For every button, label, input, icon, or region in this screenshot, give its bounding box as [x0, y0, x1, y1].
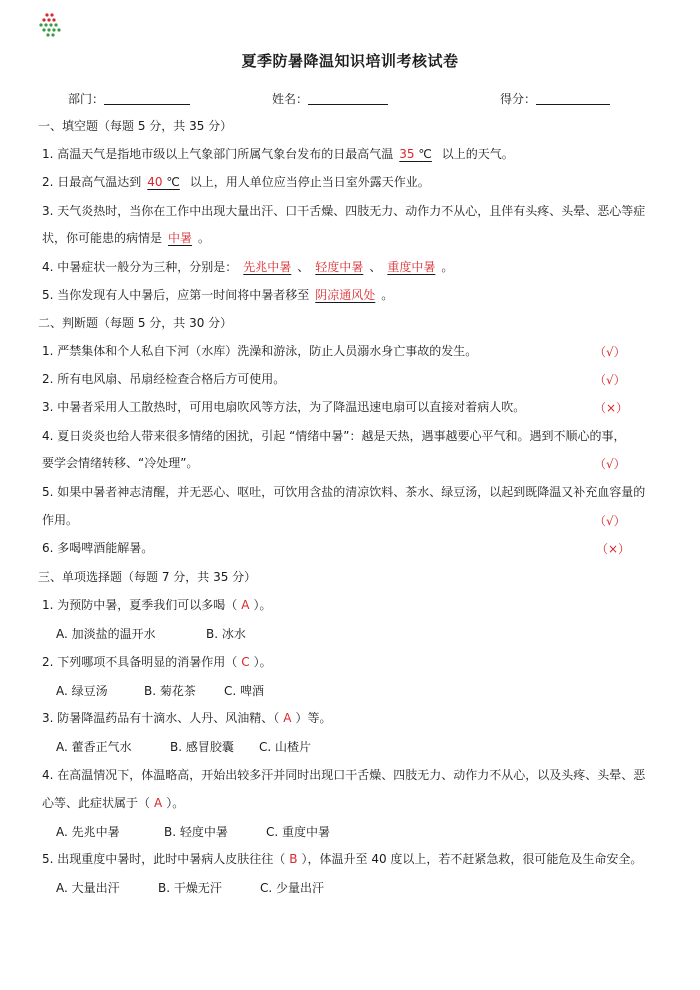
choice-question-2: 2. 下列哪项不具备明显的消暑作用（ C ）。 [42, 655, 272, 669]
judge-question-4-line-1: 4. 夏日炎炎也给人带来很多情绪的困扰，引起 “情绪中暑”：越是天热，遇事越要心平气和。遇到不顺心的事， [42, 429, 626, 443]
score-input-line[interactable] [536, 92, 610, 105]
fill-answer-4c: 重度中暑 [387, 260, 436, 274]
section-heading-judge: 二、判断题（每题 5 分，共 30 分） [38, 316, 233, 330]
fill-question-2: 2. 日最高气温达到 40 ℃ 以上，用人单位应当停止当日室外露天作业。 [42, 175, 430, 189]
choice-answer-5: B [289, 852, 298, 866]
fill-answer-4b: 轻度中暑 [315, 260, 364, 274]
judge-mark-4: （√） [594, 457, 626, 471]
score-field [500, 90, 610, 107]
fill-question-3-line-1: 3. 天气炎热时，当你在工作中出现大量出汗、口干舌燥、四肢无力、动作力不从心，且伴有头疼、头晕、恶心等症 [42, 204, 646, 218]
dept-field [68, 90, 190, 107]
fill-question-5: 5. 当你发现有人中暑后，应第一时间将中暑者移至 阴凉通风处 。 [42, 288, 394, 302]
judge-question-5-line-2: 作用。 [42, 513, 79, 527]
section-heading-fill: 一、填空题（每题 5 分，共 35 分） [38, 119, 233, 133]
name-field [272, 90, 388, 107]
fill-answer-5: 阴凉通风处 [315, 288, 376, 302]
option-c[interactable]: C. 少量出汗 [260, 881, 325, 895]
option-a[interactable]: A. 加淡盐的温开水 [56, 627, 156, 641]
choice-answer-2: C [241, 655, 250, 669]
name-input-line[interactable] [308, 92, 388, 105]
judge-mark-1: （√） [594, 345, 626, 359]
fill-answer-1: 35 [399, 147, 415, 161]
judge-question-5-line-1: 5. 如果中暑者神志清醒，并无恶心、呕吐，可饮用含盐的清凉饮料、茶水、绿豆汤，以起到既降温又补充血容量的 [42, 485, 646, 499]
choice-answer-4: A [154, 796, 163, 810]
option-c[interactable]: C. 重度中暑 [266, 825, 331, 839]
judge-question-1: 1. 严禁集体和个人私自下河（水库）洗澡和游泳，防止人员溺水身亡事故的发生。 [42, 344, 478, 358]
fill-question-1: 1. 高温天气是指地市级以上气象部门所属气象台发布的日最高气温 35 ℃ 以上的天气。 [42, 147, 514, 161]
judge-mark-6: （×） [596, 542, 631, 556]
choice-question-4-line-2: 心等、此症状属于（ A ）。 [42, 796, 185, 810]
judge-question-2: 2. 所有电风扇、吊扇经检查合格后方可使用。 [42, 372, 286, 386]
option-a[interactable]: A. 大量出汗 [56, 881, 120, 895]
name-label: 姓名： [272, 92, 309, 106]
option-a[interactable]: A. 绿豆汤 [56, 684, 108, 698]
section-heading-choice: 三、单项选择题（每题 7 分，共 35 分） [38, 570, 257, 584]
option-b[interactable]: B. 干燥无汗 [158, 881, 222, 895]
option-b[interactable]: B. 冰水 [206, 627, 246, 641]
judge-mark-5: （√） [594, 514, 626, 528]
page-title: 夏季防暑降温知识培训考核试卷 [241, 52, 459, 70]
judge-mark-2: （√） [594, 373, 626, 387]
dot-grid-logo [38, 12, 68, 38]
choice-question-1: 1. 为预防中暑，夏季我们可以多喝（ A ）。 [42, 598, 272, 612]
judge-question-4-line-2: 要学会情绪转移、“冷处理”。 [42, 456, 199, 470]
judge-question-3: 3. 中暑者采用人工散热时，可用电扇吹风等方法，为了降温迅速电扇可以直接对着病人吹。 [42, 400, 526, 414]
option-b[interactable]: B. 轻度中暑 [164, 825, 228, 839]
choice-answer-1: A [241, 598, 250, 612]
option-c[interactable]: C. 啤酒 [224, 684, 265, 698]
fill-answer-4a: 先兆中暑 [243, 260, 292, 274]
choice-question-5: 5. 出现重度中暑时，此时中暑病人皮肤往往（ B ），体温升至 40 度以上，若不赶紧急救，很可能危及生命安全。 [42, 852, 643, 866]
option-a[interactable]: A. 藿香正气水 [56, 740, 132, 754]
choice-question-3: 3. 防暑降温药品有十滴水、人丹、风油精、（ A ）等。 [42, 711, 332, 725]
dept-input-line[interactable] [104, 92, 190, 105]
score-label: 得分： [500, 92, 537, 106]
dept-label: 部门： [68, 92, 105, 106]
fill-question-3-line-2: 状，你可能患的病情是 中暑 。 [42, 231, 211, 245]
fill-question-4: 4. 中暑症状一般分为三种，分别是： 先兆中暑 、 轻度中暑 、 重度中暑 。 [42, 260, 454, 274]
judge-mark-3: （×） [594, 401, 629, 415]
judge-question-6: 6. 多喝啤酒能解暑。 [42, 541, 154, 555]
choice-answer-3: A [283, 711, 292, 725]
option-a[interactable]: A. 先兆中暑 [56, 825, 120, 839]
choice-question-4-line-1: 4. 在高温情况下，体温略高，开始出较多汗并同时出现口干舌燥、四肢无力、动作力不从心，以及头疼、头晕、恶 [42, 768, 646, 782]
fill-answer-3: 中暑 [168, 231, 193, 245]
fill-answer-2: 40 [147, 175, 163, 189]
option-b[interactable]: B. 感冒胶囊 [170, 740, 234, 754]
option-b[interactable]: B. 菊花茶 [144, 684, 196, 698]
option-c[interactable]: C. 山楂片 [259, 740, 312, 754]
